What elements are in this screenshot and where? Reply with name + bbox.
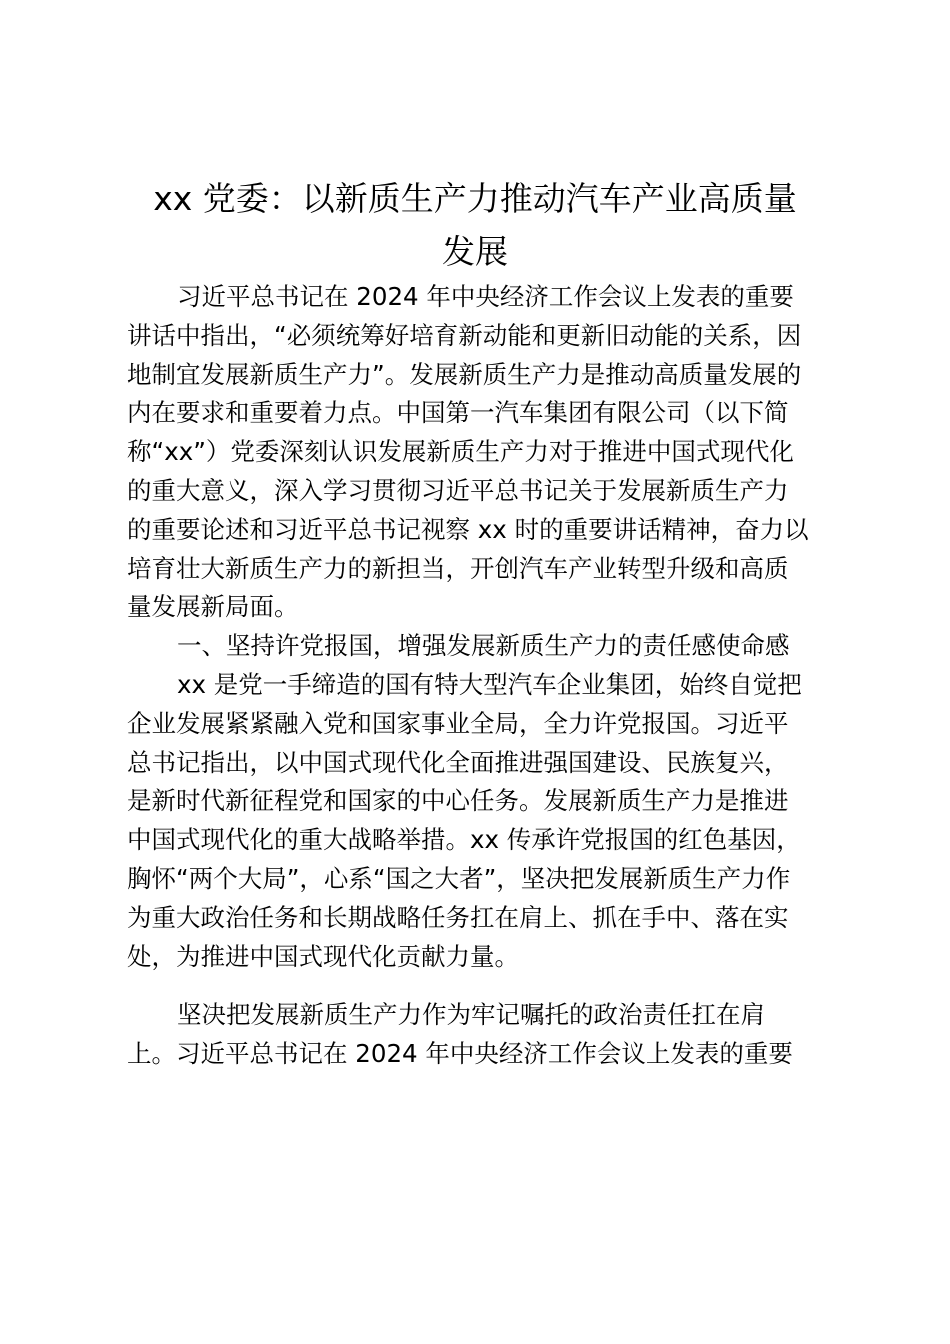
paragraph-line: 培育壮大新质生产力的新担当，开创汽车产业转型升级和高质 [127, 553, 789, 583]
paragraph-line: 量发展新局面。 [127, 592, 299, 622]
paragraph-intro [127, 278, 827, 627]
section-heading-text: 一、坚持许党报国，增强发展新质生产力的责任感使命感 [177, 631, 790, 661]
paragraph-section-1b [127, 996, 827, 1074]
document-title [110, 172, 840, 278]
title-line-1: xx 党委：以新质生产力推动汽车产业高质量 [153, 179, 797, 218]
paragraph-line: 内在要求和重要着力点。中国第一汽车集团有限公司（以下简 [127, 398, 789, 428]
section-heading [127, 627, 827, 666]
document-body [127, 278, 827, 1074]
title-line-2: 发展 [442, 232, 508, 271]
paragraph-line: 企业发展紧紧融入党和国家事业全局，全力许党报国。习近平 [127, 708, 789, 738]
paragraph-line: 总书记指出，以中国式现代化全面推进强国建设、民族复兴， [127, 747, 789, 777]
paragraph-section-1 [127, 666, 827, 976]
paragraph-line: 胸怀“两个大局”，心系“国之大者”，坚决把发展新质生产力作 [127, 863, 791, 893]
paragraph-line: 地制宜发展新质生产力”。发展新质生产力是推动高质量发展的 [127, 359, 802, 389]
paragraph-line: 的重大意义，深入学习贯彻习近平总书记关于发展新质生产力 [127, 475, 789, 505]
paragraph-line: 中国式现代化的重大战略举措。xx 传承许党报国的红色基因， [127, 825, 801, 855]
paragraph-line: 坚决把发展新质生产力作为牢记嘱托的政治责任扛在肩 [177, 1000, 765, 1030]
paragraph-line: 称“xx”）党委深刻认识发展新质生产力对于推进中国式现代化 [127, 437, 794, 467]
paragraph-spacer [127, 976, 827, 996]
paragraph-line: 讲话中指出，“必须统筹好培育新动能和更新旧动能的关系，因 [127, 320, 802, 350]
paragraph-line: 习近平总书记在 2024 年中央经济工作会议上发表的重要 [177, 282, 794, 311]
paragraph-line: 处，为推进中国式现代化贡献力量。 [127, 941, 519, 971]
paragraph-line: xx 是党一手缔造的国有特大型汽车企业集团，始终自觉把 [177, 669, 802, 699]
paragraph-line: 的重要论述和习近平总书记视察 xx 时的重要讲话精神，奋力以 [127, 514, 809, 544]
paragraph-line: 为重大政治任务和长期战略任务扛在肩上、抓在手中、落在实 [127, 902, 789, 932]
paragraph-line: 是新时代新征程党和国家的中心任务。发展新质生产力是推进 [127, 786, 789, 816]
paragraph-line: 上。习近平总书记在 2024 年中央经济工作会议上发表的重要 [127, 1039, 793, 1069]
